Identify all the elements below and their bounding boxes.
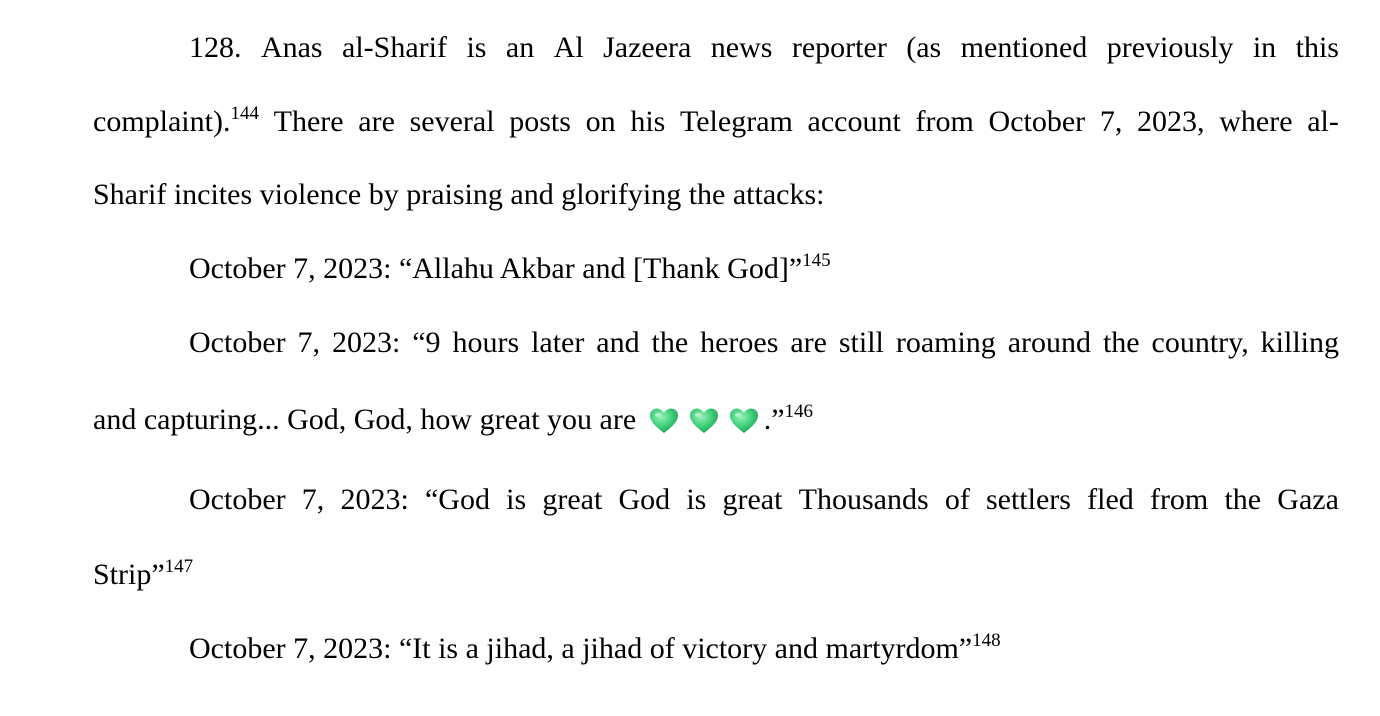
word: from (1149, 483, 1209, 516)
quote-text: October 7, 2023: “It is a jihad, a jihad of victory and martyrdom” (189, 632, 973, 665)
word: the (1224, 483, 1262, 516)
word: is (686, 483, 707, 516)
word: settlers (985, 483, 1071, 516)
footnote-ref-147[interactable]: 147 (164, 556, 194, 577)
paragraph-128-line-3 (93, 177, 824, 213)
paragraph-number: 128. (189, 31, 242, 64)
word: of (944, 483, 970, 516)
paragraph-text: Sharif incites violence by praising and glorifying the attacks: (93, 178, 825, 211)
word: is (506, 483, 527, 516)
quote-147-line-2 (93, 557, 193, 593)
word: October (189, 483, 286, 516)
word: several (409, 105, 495, 138)
quote-145 (189, 251, 831, 287)
word: where (1219, 105, 1293, 138)
word: mentioned (960, 31, 1088, 64)
word: Jazeera (603, 31, 692, 64)
green-heart-icon (689, 407, 719, 435)
word: his (630, 105, 666, 138)
word: 7, (1099, 105, 1123, 138)
quote-text: October 7, 2023: “Allahu Akbar and [Thank God]” (189, 252, 803, 285)
word: in (1252, 31, 1277, 64)
word: Anas (260, 31, 323, 64)
word: Gaza (1277, 483, 1339, 516)
word: al-Sharif (342, 31, 447, 64)
word: posts (509, 105, 571, 138)
footnote-ref-146[interactable]: 146 (784, 401, 814, 422)
word: is (466, 31, 487, 64)
word: previously (1106, 31, 1234, 64)
footnote-ref-148[interactable]: 148 (972, 630, 1001, 651)
word: great (542, 483, 603, 516)
word: Telegram (680, 105, 793, 138)
word: October (988, 105, 1086, 138)
word: this (1295, 31, 1339, 64)
word: complaint). (93, 105, 231, 138)
word: fled (1087, 483, 1134, 516)
word: There (273, 105, 344, 138)
word: reporter (791, 31, 887, 64)
quote-147-line-1 (189, 482, 1339, 518)
word: account (807, 105, 901, 138)
word-with-footnote (93, 104, 259, 140)
quote-text: .” (763, 403, 785, 436)
quote-text: October 7, 2023: “9 hours later and the heroes are still roaming around the country, killing (189, 326, 1339, 359)
quote-146-line-1 (189, 325, 1339, 361)
word: news (710, 31, 773, 64)
green-heart-icon (729, 407, 759, 435)
word: 7, (301, 483, 325, 516)
word: Al (553, 31, 584, 64)
word: from (915, 105, 974, 138)
quote-text: and capturing... God, God, how great you are (93, 403, 637, 436)
word: God (618, 483, 671, 516)
word: on (585, 105, 616, 138)
word: Thousands (798, 483, 929, 516)
quote-text: Strip” (93, 558, 165, 591)
paragraph-128-line-2 (93, 104, 1339, 140)
footnote-ref-144[interactable]: 144 (230, 103, 259, 124)
green-heart-icon (649, 407, 679, 435)
footnote-ref-145[interactable]: 145 (802, 250, 831, 271)
paragraph-128-line-1 (189, 30, 1339, 66)
word: (as (906, 31, 942, 64)
word: 2023: (340, 483, 409, 516)
word: “God (424, 483, 490, 516)
word: al- (1307, 105, 1339, 138)
word: 2023, (1137, 105, 1205, 138)
quote-146-line-2 (93, 402, 813, 438)
word: are (358, 105, 395, 138)
word: an (505, 31, 535, 64)
quote-148 (189, 631, 1001, 667)
word: great (722, 483, 783, 516)
